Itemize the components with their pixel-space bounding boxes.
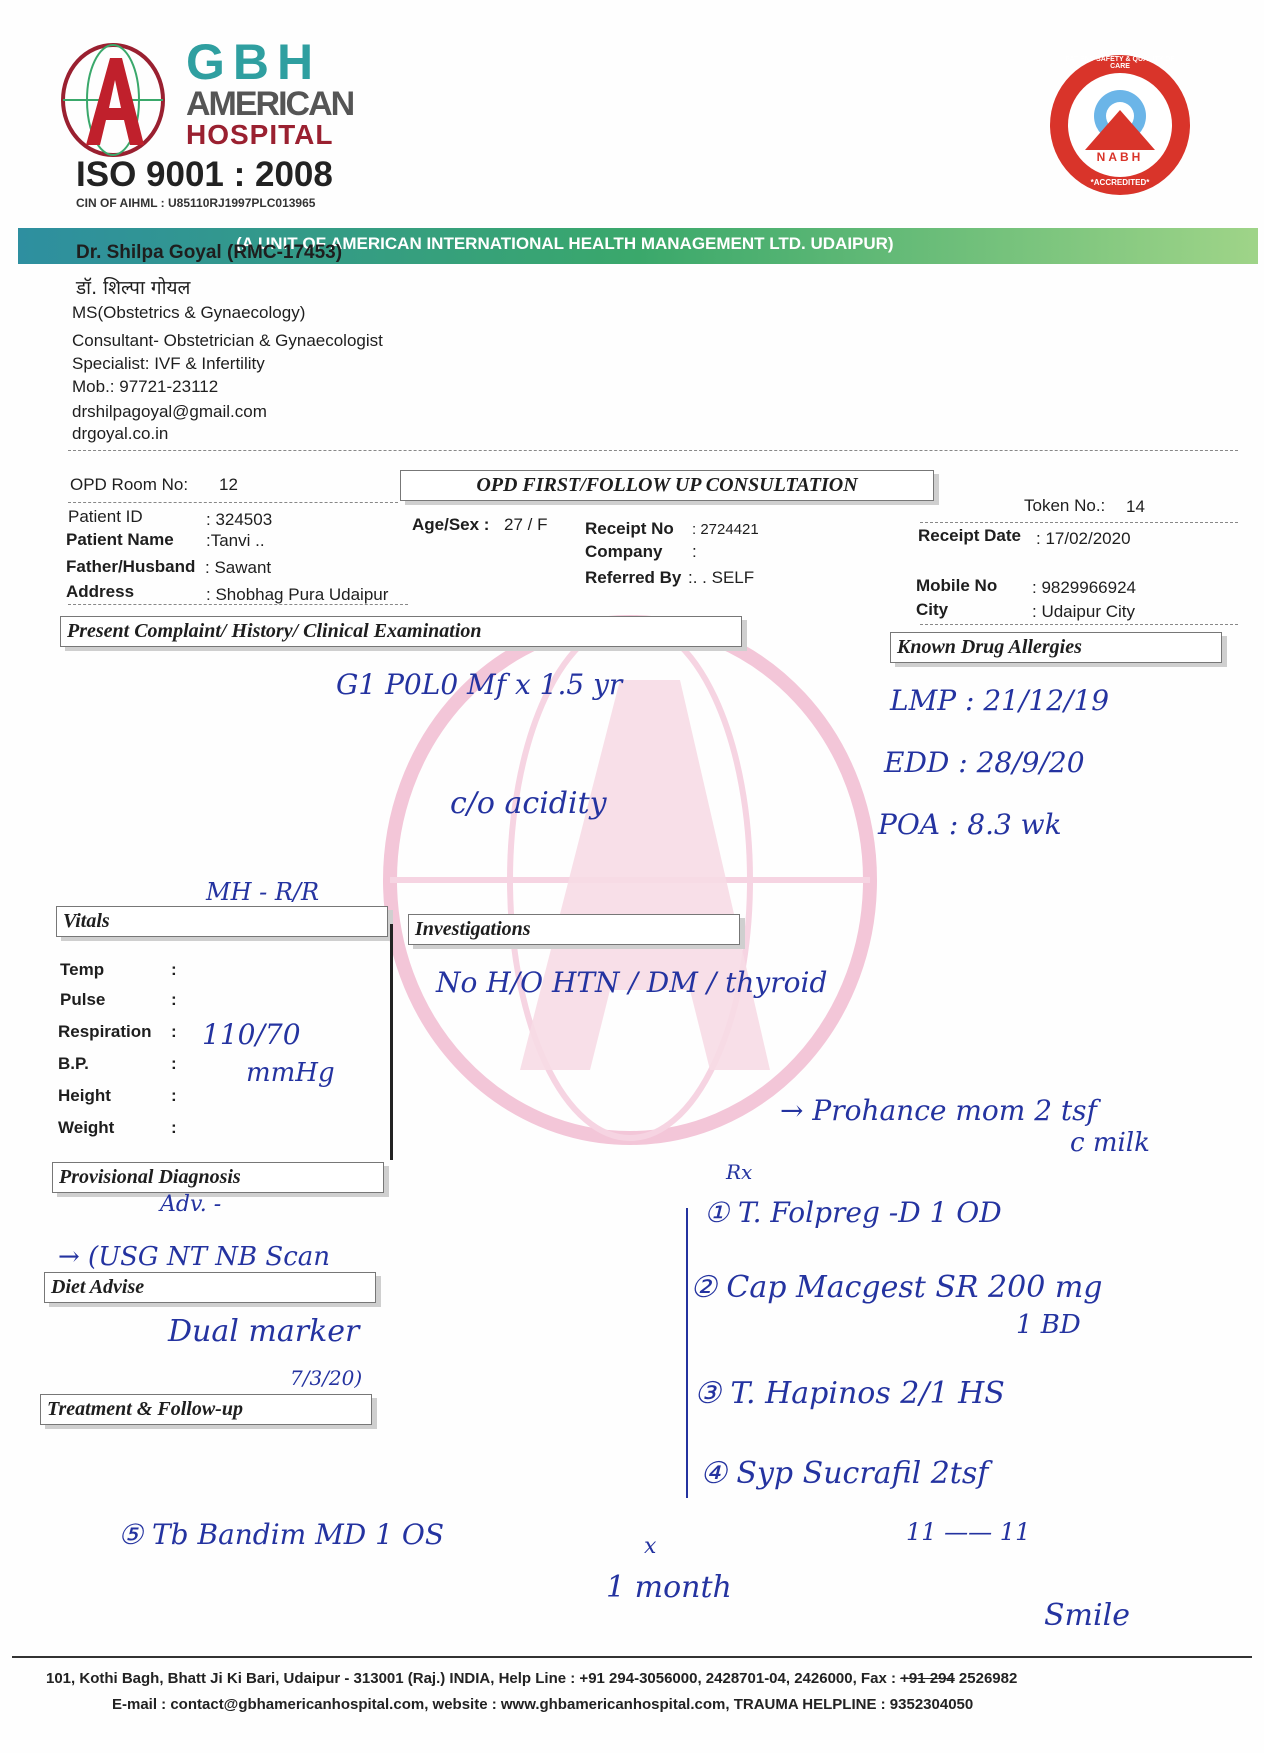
vital-weight-label: Weight <box>58 1118 115 1137</box>
iso-certification: ISO 9001 : 2008 <box>76 155 333 194</box>
footer-fax-number: 2526982 <box>954 1670 1018 1687</box>
signature-handwriting: Smile <box>1044 1598 1130 1633</box>
duration-handwriting: 1 month <box>606 1570 732 1605</box>
treatment-section-header: Treatment & Follow-up <box>40 1394 372 1425</box>
company-value: : <box>692 542 697 561</box>
medicine-2: ② Cap Macgest SR 200 mg <box>690 1270 1103 1305</box>
lmp-handwriting: LMP : 21/12/19 <box>890 684 1110 717</box>
divider <box>920 624 1238 625</box>
hospital-logo-icon <box>58 40 168 160</box>
patient-id-value: : 324503 <box>206 510 273 529</box>
doctor-role: Consultant- Obstetrician & Gynaecologist <box>72 331 383 350</box>
usg-handwriting: → (USG NT NB Scan <box>58 1242 331 1272</box>
vitals-section-header: Vitals <box>56 906 388 937</box>
medicine-1: ① T. Folpreg -D 1 OD <box>704 1196 1002 1229</box>
city-value: : Udaipur City <box>1032 602 1135 621</box>
receipt-no-label: Receipt No <box>585 519 674 538</box>
footer-divider <box>12 1656 1252 1658</box>
company-label: Company <box>585 542 663 561</box>
edd-handwriting: EDD : 28/9/20 <box>884 746 1085 779</box>
hospital-name-hospital: HOSPITAL <box>186 119 334 150</box>
milk-handwriting: c milk <box>1070 1128 1150 1158</box>
mobile-label: Mobile No <box>916 576 998 595</box>
patient-name-value: :Tanvi .. <box>206 531 265 550</box>
referred-value: :. . SELF <box>688 568 755 587</box>
form-title: OPD FIRST/FOLLOW UP CONSULTATION <box>400 470 934 501</box>
footer-fax-struck: +91 294 <box>900 1670 955 1687</box>
vital-colon: : <box>171 1022 177 1041</box>
opd-room-label: OPD Room No: <box>70 475 189 494</box>
vitals-divider <box>390 924 393 1160</box>
divider <box>68 502 398 503</box>
vital-colon: : <box>171 990 177 1009</box>
nabh-arc-text: PATIENT SAFETY & QUALITY OF CARE <box>1065 56 1175 70</box>
mobile-value: : 9829966924 <box>1032 578 1136 597</box>
protein-handwriting: → Prohance mom 2 tsf <box>780 1094 1097 1127</box>
poa-handwriting: POA : 8.3 wk <box>878 808 1062 841</box>
nabh-label: NABH <box>1096 150 1144 164</box>
vital-colon: : <box>171 1118 177 1137</box>
complaint-handwriting: G1 P0L0 Mf x 1.5 yr <box>336 668 623 701</box>
patient-id-label: Patient ID <box>68 507 143 526</box>
complaint-handwriting-2: c/o acidity <box>450 786 607 821</box>
agesex-value: 27 / F <box>504 515 548 534</box>
nabh-accredited: *ACCREDITED* <box>1090 178 1150 187</box>
token-value: 14 <box>1126 497 1145 516</box>
token-label: Token No.: <box>1024 496 1106 515</box>
nabh-badge <box>1045 50 1195 200</box>
hospital-name-gbh: GBH <box>186 34 322 90</box>
investigation-handwriting: No H/O HTN / DM / thyroid <box>436 966 828 999</box>
cin-number: CIN OF AIHML : U85110RJ1997PLC013965 <box>76 196 316 210</box>
doctor-name-hindi: डॉ. शिल्पा गोयल <box>76 277 191 299</box>
x-handwriting: x <box>644 1534 657 1559</box>
diagnosis-section-header: Provisional Diagnosis <box>52 1162 384 1193</box>
doctor-name: Dr. Shilpa Goyal (RMC-17453) <box>76 242 343 263</box>
father-label: Father/Husband <box>66 557 196 576</box>
vital-respiration-label: Respiration <box>58 1022 152 1041</box>
doctor-mobile: Mob.: 97721-23112 <box>72 377 219 396</box>
divider <box>68 450 1238 451</box>
diet-section-header: Diet Advise <box>44 1272 376 1303</box>
history-handwriting: MH - R/R <box>206 878 320 906</box>
rx-symbol: Rx <box>726 1160 753 1184</box>
hospital-name-american: AMERICAN <box>186 85 354 123</box>
doctor-website: drgoyal.co.in <box>72 424 169 443</box>
medicine-4: ④ Syp Sucrafil 2tsf <box>700 1456 989 1491</box>
referred-label: Referred By <box>585 568 682 587</box>
complaint-section-header: Present Complaint/ History/ Clinical Examination <box>60 616 742 647</box>
footer-contact: E-mail : contact@gbhamericanhospital.com, website : www.ghbamericanhospital.com, TRAUMA HELPLINE : 9352304050 <box>112 1696 974 1713</box>
footer-address-text: 101, Kothi Bagh, Bhatt Ji Ki Bari, Udaipur - 313001 (Raj.) INDIA, Help Line : +91 294-3056000, 2428701-04, 2426000, Fax : <box>46 1670 901 1687</box>
medicine-4-dose: 11 —— 11 <box>906 1518 1031 1546</box>
date-handwriting: 7/3/20) <box>290 1366 363 1390</box>
allergies-section-header: Known Drug Allergies <box>890 632 1222 663</box>
receipt-date-label: Receipt Date <box>918 526 1021 545</box>
vital-colon: : <box>171 1086 177 1105</box>
medicine-3: ③ T. Hapinos 2/1 HS <box>694 1376 1005 1411</box>
patient-name-label: Patient Name <box>66 530 174 549</box>
doctor-email: drshilpagoyal@gmail.com <box>72 402 267 421</box>
doctor-specialty: Specialist: IVF & Infertility <box>72 354 265 373</box>
divider <box>920 522 1238 523</box>
bp-unit-handwriting: mmHg <box>246 1058 335 1088</box>
dual-marker-handwriting: Dual marker <box>168 1314 360 1349</box>
rx-divider <box>686 1208 688 1498</box>
bandim-handwriting: ⑤ Tb Bandim MD 1 OS <box>118 1518 445 1551</box>
agesex-label: Age/Sex : <box>412 515 490 534</box>
vital-pulse-label: Pulse <box>60 990 106 1009</box>
city-label: City <box>916 600 949 619</box>
vital-bp-label: B.P. <box>58 1054 89 1073</box>
receipt-date-value: : 17/02/2020 <box>1036 529 1131 548</box>
footer-address <box>46 1670 1017 1687</box>
address-label: Address <box>66 582 135 601</box>
divider <box>68 604 408 605</box>
medicine-2-dose: 1 BD <box>1016 1310 1081 1340</box>
address-value: : Shobhag Pura Udaipur <box>206 585 389 604</box>
vital-temp-label: Temp <box>60 960 105 979</box>
bp-value-handwriting: 110/70 <box>202 1018 301 1051</box>
receipt-no-value: : 2724421 <box>692 521 759 538</box>
vital-colon: : <box>171 1054 177 1073</box>
doctor-degree: MS(Obstetrics & Gynaecology) <box>72 303 306 322</box>
vital-height-label: Height <box>58 1086 111 1105</box>
advice-handwriting: Adv. - <box>160 1192 222 1217</box>
father-value: : Sawant <box>205 558 272 577</box>
unit-banner-text: (A UNIT OF AMERICAN INTERNATIONAL HEALTH MANAGEMENT LTD. UDAIPUR) <box>236 234 894 253</box>
opd-room-value: 12 <box>219 475 238 494</box>
investigations-section-header: Investigations <box>408 914 740 945</box>
vital-colon: : <box>171 960 177 979</box>
